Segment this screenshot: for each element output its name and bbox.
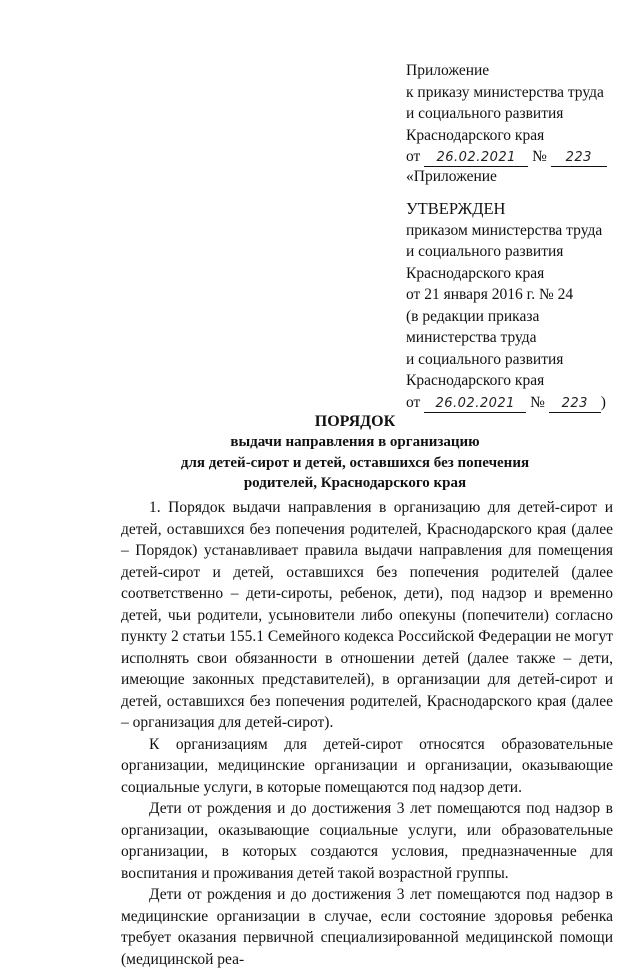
title-main: ПОРЯДОК — [314, 413, 396, 430]
appendix-header-line: Приложение — [406, 62, 490, 79]
approval-line: и социального развития — [406, 350, 564, 368]
closing-paren: ) — [600, 393, 606, 411]
appendix-header-line: и социального развития — [406, 105, 564, 122]
appendix-header-line: Краснодарского края — [406, 126, 545, 144]
appendix-header-line: к приказу министерства труда — [406, 83, 604, 101]
title-subtitle: выдачи направления в организацию — [230, 434, 480, 450]
approval-line: от 21 января 2016 г. № 24 — [406, 286, 574, 303]
number-sign: № — [532, 148, 547, 165]
number-sign: № — [530, 393, 545, 411]
body-paragraph: К организациям для детей-сирот относятся образовательные организации, медицинские организации и организации, оказывающие социальные услуги, в которые помещаются под надзор дети. — [121, 735, 613, 796]
handwritten-number: 223 — [549, 396, 601, 413]
body-paragraph: Дети от рождения и до достижения 3 лет помещаются под надзор в медицинские организации в случае, если состояние здоровья ребенка требует оказания первичной специализированной медицинской помощи (медицинской реа- — [121, 886, 613, 968]
approval-block — [406, 198, 636, 413]
document-body — [121, 497, 613, 970]
handwritten-date: 26.02.2021 — [424, 150, 528, 167]
date-prefix: от — [406, 148, 421, 165]
appendix-quote-block — [406, 166, 636, 188]
approval-line: Краснодарского края — [406, 372, 545, 389]
approval-line: Краснодарского края — [406, 264, 545, 282]
approval-date-line — [406, 392, 636, 414]
appendix-quote: «Приложение — [406, 168, 497, 185]
appendix-date-line — [406, 146, 636, 168]
approval-line: приказом министерства труда — [406, 221, 603, 239]
handwritten-date: 26.02.2021 — [424, 396, 526, 413]
body-paragraph: Дети от рождения и до достижения 3 лет помещаются под надзор в организации, оказывающие социальные услуги, или образовательные организации, в которых создаются условия, предназначенные для воспитания и проживания детей такой возрастной группы. — [121, 800, 613, 882]
approval-line: и социального развития — [406, 243, 564, 260]
date-prefix: от — [406, 393, 421, 411]
approval-line: (в редакции приказа — [406, 307, 540, 325]
title-subtitle: родителей, Краснодарского края — [243, 475, 467, 491]
handwritten-number: 223 — [551, 150, 607, 167]
title-subtitle: для детей-сирот и детей, оставшихся без попечения — [180, 454, 530, 471]
approval-line: министерства труда — [406, 329, 537, 346]
document-title — [70, 411, 640, 494]
appendix-header — [406, 60, 636, 168]
body-paragraph: 1. Порядок выдачи направления в организацию для детей-сирот и детей, оставшихся без попечения родителей, Краснодарского края (далее – Порядок) устанавливает правила выдачи направления для помещения детей-сирот и детей, оставшихся без попечения родителей (далее соответственно – дети-сироты, ребенок, дети), под надзор и временно детей, чьи родители, усыновители либо опекуны (попечители) согласно пункту 2 статьи 155.1 Семейного кодекса Российской Федерации не могут исполнять свои обязанности в отношении детей (далее также – дети, имеющие законных представителей), в организации для детей-сирот и детей, оставшихся без попечения родителей, Краснодарского края (далее – организация для детей-сирот). — [121, 499, 613, 731]
approval-title: УТВЕРЖДЕН — [406, 199, 506, 218]
